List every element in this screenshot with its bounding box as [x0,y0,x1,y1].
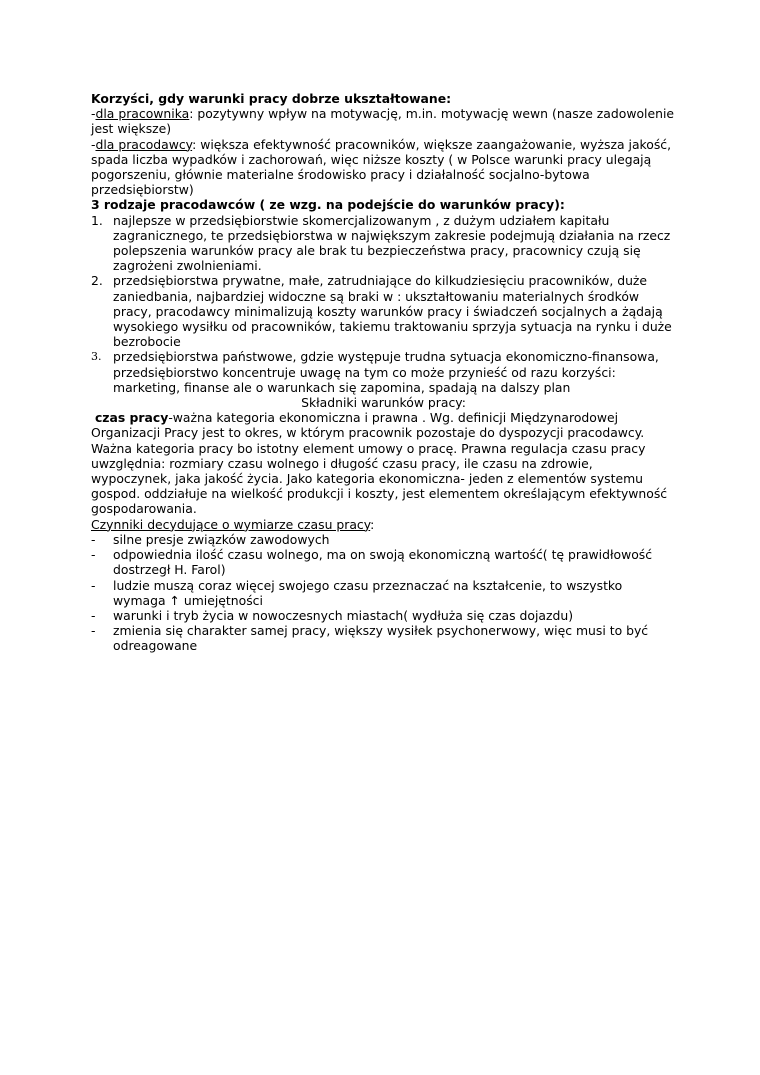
benefit-worker-prefix: - [91,106,96,122]
factors-heading-colon: : [370,516,375,532]
work-time-text: -ważna kategoria ekonomiczna i prawna . Wg. definicji Międzynarodowej Organizacji Pracy jest to okres, w którym pracownik pozostaje do dyspozycji pracodawcy. Ważna kategoria pracy bo istotny element umowy o pracę. Prawna regulacja czasu pracy uwzględnia: rozmiary czasu wolnego i długość czasu pracy, ile czasu na zdrowie, wypoczynek, jaka jakość życia. Jako kategoria ekonomiczna- jeden z elementów systemu gospod. oddziałuje na wielkość produkcji i koszty, jest elementem określającym efektywność gospodarowania. [91,410,668,517]
list-marker: - [91,607,96,623]
list-item [91,273,676,349]
benefit-worker [91,106,676,136]
benefit-worker-label: dla pracownika [95,106,190,122]
list-item-text: warunki i tryb życia w nowoczesnych miastach( wydłuża się czas dojazdu) [113,607,574,623]
list-marker: - [91,577,96,593]
list-item [91,578,676,608]
employer-types-list [91,213,676,395]
list-marker: 3. [91,350,102,364]
factors-heading [91,517,676,532]
document-page [91,91,676,654]
list-item-text: zmienia się charakter samej pracy, większy wysiłek psychonerwowy, więc musi to być odreagowane [113,623,649,654]
components-title: Składniki warunków pracy: [301,395,466,411]
benefit-employer-text: : większa efektywność pracowników, większe zaangażowanie, wyższa jakość, spada liczba wypadków i zachorowań, więc niższe koszty ( w Polsce warunki pracy ulegają pogorszeniu, głównie materialne środowisko pracy i działalność socjalno-bytowa przedsiębiorstw) [91,136,672,198]
benefits-heading: Korzyści, gdy warunki pracy dobrze ukształtowane: [91,91,452,106]
list-item [91,532,676,547]
benefit-employer [91,137,676,198]
list-marker: - [91,623,96,639]
list-item-text: odpowiednia ilość czasu wolnego, ma on swoją ekonomiczną wartość( tę prawidłowość dostrzegł H. Farol) [113,547,653,578]
list-item [91,213,676,274]
list-item [91,349,676,395]
benefit-employer-prefix: - [91,136,96,152]
factors-list [91,532,676,654]
benefit-worker-text: : pozytywny wpływ na motywację, m.in. motywację wewn (nasze zadowolenie jest większe) [91,106,675,137]
list-item-text: ludzie muszą coraz więcej swojego czasu przeznaczać na kształcenie, to wszystko wymaga ↑ umiejętności [113,577,623,608]
list-item-text: najlepsze w przedsiębiorstwie skomercjalizowanym , z dużym udziałem kapitału zagranicznego, te przedsiębiorstwa w największym zakresie podejmują działania na rzecz polepszenia warunków pracy ale brak tu bezpieczeństwa pracy, pracownicy czują się zagrożeni zwolnieniami. [113,212,671,274]
factors-heading-label: Czynniki decydujące o wymiarze czasu pracy [91,516,371,532]
list-marker: 1. [91,212,103,228]
list-item [91,623,676,653]
work-time-paragraph [91,410,676,516]
list-marker: - [91,531,96,547]
list-item [91,547,676,577]
benefit-employer-label: dla pracodawcy [95,136,193,152]
employers-heading: 3 rodzaje pracodawców ( ze wzg. na podejście do warunków pracy): [91,197,565,213]
list-item [91,608,676,623]
list-item-text: przedsiębiorstwa prywatne, małe, zatrudniające do kilkudziesięciu pracowników, duże zaniedbania, najbardziej widoczne są braki w : ukształtowaniu materialnych środków pracy, pracodawcy minimalizują koszty warunków pracy i świadczeń socjalnych a żądają wysokiego wysiłku od pracowników, takiemu traktowaniu sprzyja sytuacja na rynku i duże bezrobocie [113,273,672,350]
list-item-text: przedsiębiorstwa państwowe, gdzie występuje trudna sytuacja ekonomiczno-finansowa, przedsiębiorstwo koncentruje uwagę na tym co może przynieść od razu korzyści: marketing, finanse ale o warunkach się zapomina, spadają na dalszy plan [113,349,659,395]
list-marker: - [91,547,96,563]
list-item-text: silne presje związków zawodowych [113,531,330,547]
list-marker: 2. [91,273,103,289]
work-time-term: czas pracy [94,410,169,426]
